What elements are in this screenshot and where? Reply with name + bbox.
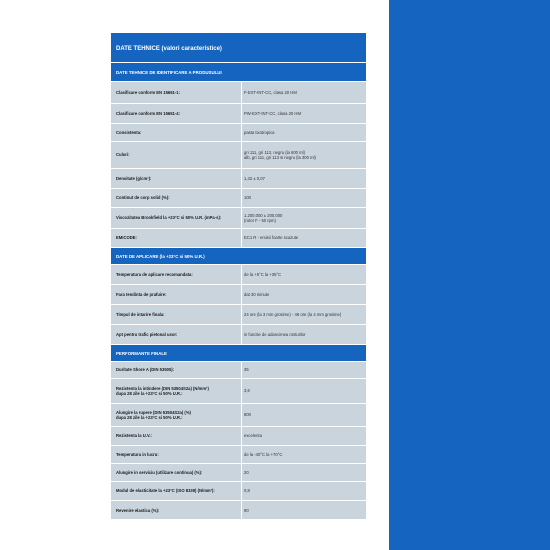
table-row [111, 103, 366, 123]
section-header: PERFORMANTE FINALE [111, 344, 366, 361]
table-row [111, 141, 366, 168]
table-row [111, 284, 366, 304]
table-row [111, 123, 366, 141]
row-value: 100 [241, 189, 366, 207]
section-header: DATE TEHNICE DE IDENTIFICARE A PRODUSULUI [111, 62, 366, 81]
table-row [111, 403, 366, 426]
row-value: dat 30 minute [241, 285, 366, 304]
row-value: EC1 R - emisii foarte scazute [241, 229, 366, 247]
row-value: 1,42 ± 0,07 [241, 169, 366, 188]
technical-data-sheet [111, 33, 366, 519]
row-value: pasta tixotropica [241, 124, 366, 141]
row-label: Temperatura in lucru: [116, 451, 159, 457]
row-label: Duritate Shore A (DIN 53505): [116, 367, 175, 373]
row-value: F-EXT-INT-CC, clasa 20 HM [241, 82, 366, 103]
table-row [111, 228, 366, 247]
table-row [111, 304, 366, 324]
row-label: Rezistenta la U.V.: [116, 433, 152, 439]
table-row [111, 500, 366, 521]
row-value: excelenta [241, 427, 366, 445]
row-label: Viscozitatea Brookfield la +23°C si 50% U.R. (mPa·s): [116, 215, 222, 221]
row-label: Consistenta: [116, 129, 142, 135]
row-value: 1.200.000 ± 200.000 (rotor F - 50 rpm) [241, 208, 366, 228]
row-value: 20 [241, 464, 366, 481]
row-value: PW-EXT-INT-CC, clasa 20 HM [241, 104, 366, 123]
table-row [111, 207, 366, 228]
table-row [111, 264, 366, 284]
table-row [111, 188, 366, 207]
row-value: gri 111, gri 113, negru (la 600 ml) alb, gri 111, gri 113 si negru (la 300 ml) [241, 142, 366, 168]
row-label: Clasificare conform EN 15651-1: [116, 89, 181, 95]
table-row [111, 426, 366, 445]
table-row [111, 81, 366, 103]
row-value: in functie de adancimea rosturilor [241, 325, 366, 344]
table-row [111, 378, 366, 403]
row-label: Fara tendinta de prafuire: [116, 291, 167, 297]
row-value: de la +5°C la +35°C [241, 265, 366, 284]
row-value: 3,6 [241, 379, 366, 403]
row-label: EMICODE: [116, 235, 137, 241]
row-label: Rezistenta la intindere (DIN 53504S2a) (N/mm²) dupa 28 zile la +23°C si 50% U.R.: [116, 385, 209, 396]
row-label: Temperatura de aplicare recomandata: [116, 271, 193, 277]
section-header: DATE DE APLICARE (la +23°C si 50% U.R.) [111, 247, 366, 264]
row-label: Densitate (g/cm³): [116, 175, 152, 181]
row-label: Apt pentru trafic pietonal usor: [116, 331, 178, 337]
table-row [111, 361, 366, 378]
row-value: 800 [241, 404, 366, 426]
row-value: 35 [241, 362, 366, 378]
table-row [111, 168, 366, 188]
row-value: de la -40°C la +70°C [241, 446, 366, 463]
side-color-band [389, 0, 550, 550]
row-label: Continut de corp solid (%): [116, 195, 170, 201]
row-label: Revenire elastica (%): [116, 508, 160, 514]
table-row [111, 324, 366, 344]
row-label: Alungire la rupere (DIN 53504S2a) (%) dupa 28 zile la +23°C si 50% U.R.: [116, 409, 191, 420]
table-row [111, 481, 366, 500]
table-row [111, 445, 366, 463]
row-value: 90 [241, 501, 366, 521]
row-label: Modul de elasticitate la +23°C (ISO 8339) (N/mm²): [116, 488, 215, 494]
row-value: 0,8 [241, 482, 366, 500]
sheet-title: DATE TEHNICE (valori caracteristice) [111, 33, 366, 64]
row-label: Culori: [116, 152, 130, 158]
row-value: 24 ore (la 3 mm grosime) - 48 ore (la 4 mm grosime) [241, 305, 366, 324]
row-label: Clasificare conform EN 15651-4: [116, 110, 181, 116]
row-label: Alungire in serviciu (utilizare continua) (%): [116, 469, 203, 475]
row-label: Timpul de intarire finala: [116, 311, 165, 317]
table-row [111, 463, 366, 481]
